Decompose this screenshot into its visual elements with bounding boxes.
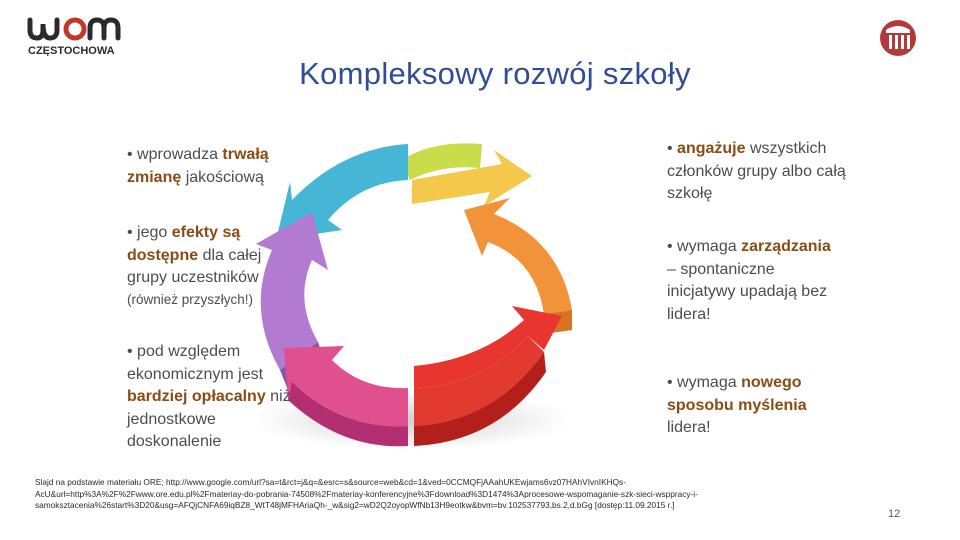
bullet-bold: efekty są dostępne (127, 224, 241, 264)
bullet-bold: nowego sposobu myślenia (667, 374, 807, 414)
bullet-text: wszystkich członków grupy albo całą szkołę (667, 140, 846, 202)
bullet-new-thinking (667, 372, 832, 440)
bullet-text: niż jednostkowe doskonalenie (127, 388, 291, 450)
bullet-text: dla całej grupy uczestników (127, 246, 262, 286)
bullet-effects-available (127, 222, 302, 290)
bullet-text: jakościową (181, 168, 264, 186)
bullet-cost-effective (127, 341, 297, 454)
bullet-text: • wymaga (667, 238, 742, 255)
emblem-icon (876, 16, 924, 58)
bullet-text: lidera! (667, 419, 711, 436)
bullet-engages-all (667, 138, 847, 206)
page-number: 12 (888, 508, 901, 520)
logo-subtitle: CZĘSTOCHOWA (28, 45, 115, 56)
bullet-requires-management (667, 236, 837, 326)
bullet-bold: zarządzania (741, 238, 831, 255)
bullet-bold: angażuje (677, 140, 746, 157)
source-footnote: Slajd na podstawie materiału ORE; http://www.google.com/url?sa=t&rct=j&q=&esrc=s&source=web&cd=1&ved=0CCMQFjAAahUKEwjams6vz07HAhVIvnIKHQs-AcU&url=http%3A%2F%2Fwww.ore.edu.pl%2Fmateriay-do-pobrania-74508%2Fmateriay-konferencyjne%3Fdownload%3D1474%3Aprocesowe-wspomaganie-szk-sieci-wsppracy-i-samoksztacenia%26start%3D20&usg=AFQjCNFA69iqBZ8_WtT48jMFHAriaQh-_w&sig2=wD2Q2oyopWfNb13H9eotkw&bvm=bv.102537793,bs.2,d.bGg [dostęp:11.09.2015 r.] (35, 477, 698, 510)
bullet-lasting-change (127, 144, 307, 189)
slide-title: Kompleksowy rozwój szkoły (299, 56, 691, 91)
bullet-text: • jego (127, 224, 172, 241)
bullet-bold: trwałą zmianę (127, 146, 269, 186)
wom-logo (26, 14, 150, 56)
bullet-text: – spontaniczne inicjatywy upadają bez lidera! (667, 260, 828, 323)
bullet-note-future: (również przyszłych!) (127, 292, 254, 307)
bullet-text: • wprowadza (127, 146, 223, 163)
bullet-bold: bardziej opłacalny (127, 388, 266, 405)
bullet-text: • wymaga (667, 374, 742, 391)
bullet-text: • (667, 140, 678, 157)
bullet-text: • pod względem ekonomicznym jest (127, 343, 264, 383)
